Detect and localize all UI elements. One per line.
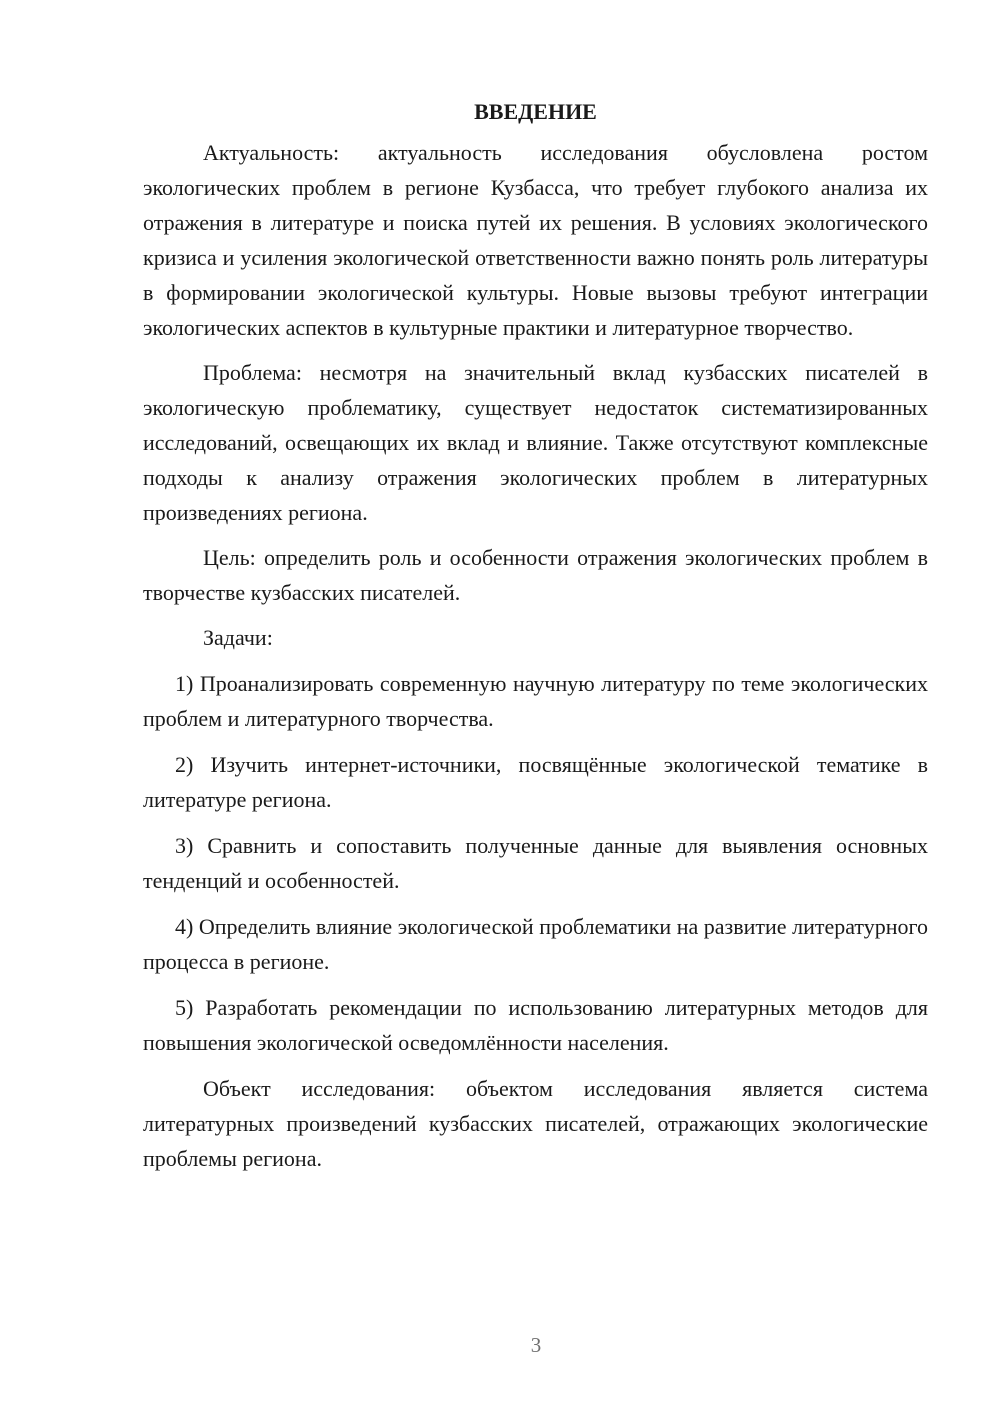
task-item-2: 2) Изучить интернет-источники, посвящённые экологической тематике в литературе региона. <box>143 752 928 812</box>
paragraph-goal: Цель: определить роль и особенности отражения экологических проблем в творчестве кузбасских писателей. <box>143 545 928 605</box>
task-item-1: 1) Проанализировать современную научную литературу по теме экологических проблем и литературного творчества. <box>143 671 928 731</box>
page-number: 3 <box>530 1333 542 1357</box>
paragraph-relevance: Актуальность: актуальность исследования обусловлена ростом экологических проблем в регионе Кузбасса, что требует глубокого анализа их отражения в литературе и поиска путей их решения. В условиях экологического кризиса и усиления экологической ответственности важно понять роль литературы в формировании экологической культуры. Новые вызовы требуют интеграции экологических аспектов в культурные практики и литературное творчество. <box>143 140 928 340</box>
task-item-5: 5) Разработать рекомендации по использованию литературных методов для повышения экологической осведомлённости населения. <box>143 995 928 1055</box>
task-item-3: 3) Сравнить и сопоставить полученные данные для выявления основных тенденций и особенностей. <box>143 833 928 893</box>
paragraph-object: Объект исследования: объектом исследования является система литературных произведений кузбасских писателей, отражающих экологические проблемы региона. <box>143 1076 928 1171</box>
tasks-label: Задачи: <box>203 625 273 650</box>
section-heading: ВВЕДЕНИЕ <box>474 99 597 124</box>
task-item-4: 4) Определить влияние экологической проблематики на развитие литературного процесса в регионе. <box>143 914 928 974</box>
paragraph-problem: Проблема: несмотря на значительный вклад кузбасских писателей в экологическую проблематику, существует недостаток систематизированных исследований, освещающих их вклад и влияние. Также отсутствуют комплексные подходы к анализу отражения экологических проблем в литературных произведениях региона. <box>143 360 928 525</box>
page-content <box>143 94 928 1176</box>
